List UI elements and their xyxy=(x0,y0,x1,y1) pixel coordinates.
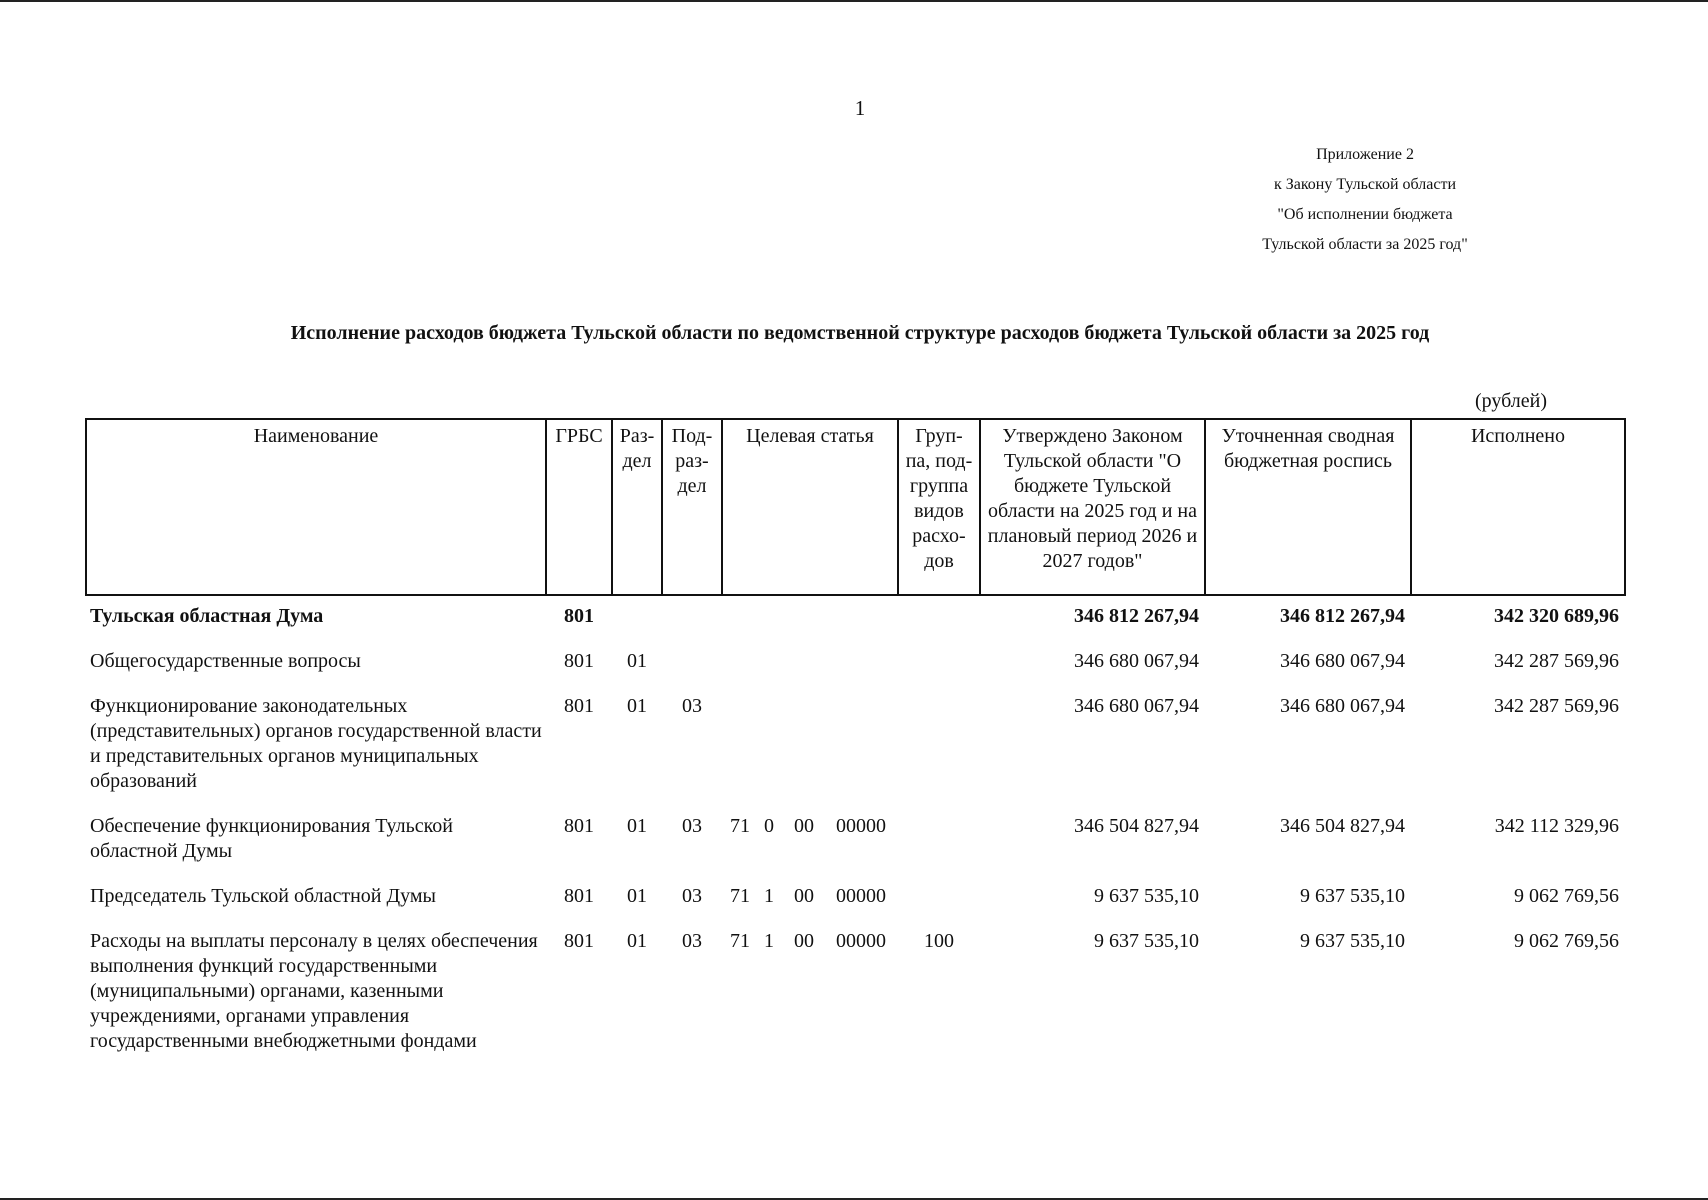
table-row xyxy=(86,639,1625,684)
row-target xyxy=(722,919,898,1064)
row-revised: 346 680 067,94 xyxy=(1280,695,1405,717)
header-group: Груп- па, под- группа видов расхо- дов xyxy=(898,419,980,595)
row-target xyxy=(722,684,898,804)
row-target xyxy=(722,639,898,684)
table-row xyxy=(86,595,1625,639)
header-section: Раз- дел xyxy=(612,419,662,595)
row-grbs: 801 xyxy=(564,815,594,837)
row-executed: 9 062 769,56 xyxy=(1514,885,1619,907)
row-group xyxy=(898,874,980,919)
row-target xyxy=(722,804,898,874)
row-group xyxy=(898,595,980,639)
row-executed: 342 112 329,96 xyxy=(1494,815,1619,837)
row-target xyxy=(722,595,898,639)
row-approved: 346 680 067,94 xyxy=(1074,695,1199,717)
row-section: 01 xyxy=(627,930,647,952)
target-direction: 00000 xyxy=(836,815,886,837)
row-approved: 346 504 827,94 xyxy=(1074,815,1199,837)
row-section xyxy=(612,595,662,639)
row-target xyxy=(722,874,898,919)
table-row xyxy=(86,684,1625,804)
row-revised: 9 637 535,10 xyxy=(1300,930,1405,952)
top-border-line xyxy=(0,0,1708,2)
target-event: 00 xyxy=(794,930,814,952)
table-row xyxy=(86,804,1625,874)
target-subprogram: 0 xyxy=(764,815,774,837)
row-section: 01 xyxy=(627,815,647,837)
target-event: 00 xyxy=(794,815,814,837)
row-grbs: 801 xyxy=(564,650,594,672)
row-approved: 346 680 067,94 xyxy=(1074,650,1199,672)
row-name: Обеспечение функционирования Тульской областной Думы xyxy=(90,815,453,862)
document-title: Исполнение расходов бюджета Тульской области по ведомственной структуре расходов бюджета Тульской области за 2025 год xyxy=(290,322,1430,344)
row-revised: 346 680 067,94 xyxy=(1280,650,1405,672)
budget-table xyxy=(85,418,1626,1064)
units-label: (рублей) xyxy=(1475,390,1548,412)
target-event: 00 xyxy=(794,885,814,907)
row-approved: 9 637 535,10 xyxy=(1094,885,1199,907)
row-section: 01 xyxy=(627,695,647,717)
row-revised: 346 504 827,94 xyxy=(1280,815,1405,837)
row-grbs: 801 xyxy=(564,885,594,907)
target-program: 71 xyxy=(730,930,750,952)
row-subsection xyxy=(662,595,722,639)
row-subsection xyxy=(662,639,722,684)
header-target: Целевая статья xyxy=(722,419,898,595)
row-subsection: 03 xyxy=(682,885,702,907)
appendix-line-3: "Об исполнении бюджета xyxy=(1277,206,1453,223)
header-revised: Уточненная сводная бюджетная роспись xyxy=(1205,419,1411,595)
appendix-note xyxy=(1200,140,1530,260)
row-revised: 9 637 535,10 xyxy=(1300,885,1405,907)
target-direction: 00000 xyxy=(836,930,886,952)
target-subprogram: 1 xyxy=(764,930,774,952)
row-grbs: 801 xyxy=(564,605,594,627)
row-section: 01 xyxy=(627,885,647,907)
row-executed: 342 320 689,96 xyxy=(1494,605,1619,627)
appendix-line-1: Приложение 2 xyxy=(1316,146,1414,163)
row-section: 01 xyxy=(627,650,647,672)
row-group xyxy=(898,804,980,874)
target-direction: 00000 xyxy=(836,885,886,907)
row-subsection: 03 xyxy=(682,815,702,837)
table-row xyxy=(86,874,1625,919)
header-grbs: ГРБС xyxy=(546,419,612,595)
row-group: 100 xyxy=(924,930,954,952)
target-program: 71 xyxy=(730,885,750,907)
row-executed: 342 287 569,96 xyxy=(1494,695,1619,717)
appendix-line-4: Тульской области за 2025 год" xyxy=(1262,236,1468,253)
header-name: Наименование xyxy=(86,419,546,595)
row-approved: 9 637 535,10 xyxy=(1094,930,1199,952)
page-number: 1 xyxy=(854,96,866,120)
row-name: Функционирование законодательных (представительных) органов государственной власти и представительных органов муниципальных образований xyxy=(90,695,542,792)
header-approved: Утверждено Законом Тульской области "О бюджете Тульской области на 2025 год и на плановый период 2026 и 2027 годов" xyxy=(980,419,1205,595)
target-subprogram: 1 xyxy=(764,885,774,907)
row-group xyxy=(898,639,980,684)
table-row xyxy=(86,919,1625,1064)
row-name: Тульская областная Дума xyxy=(90,605,324,627)
header-executed: Исполнено xyxy=(1411,419,1625,595)
row-grbs: 801 xyxy=(564,695,594,717)
row-executed: 342 287 569,96 xyxy=(1494,650,1619,672)
row-subsection: 03 xyxy=(682,695,702,717)
row-subsection: 03 xyxy=(682,930,702,952)
row-approved: 346 812 267,94 xyxy=(1074,605,1199,627)
row-name: Председатель Тульской областной Думы xyxy=(90,885,436,907)
row-group xyxy=(898,684,980,804)
row-name: Расходы на выплаты персоналу в целях обеспечения выполнения функций государственными (муниципальными) органами, казенными учреждениями, органами управления государственными внебюджетными фондами xyxy=(90,930,538,1052)
row-revised: 346 812 267,94 xyxy=(1280,605,1405,627)
row-executed: 9 062 769,56 xyxy=(1514,930,1619,952)
table-header-row xyxy=(86,419,1625,595)
header-subsection: Под- раз- дел xyxy=(662,419,722,595)
row-name: Общегосударственные вопросы xyxy=(90,650,361,672)
appendix-line-2: к Закону Тульской области xyxy=(1273,176,1457,193)
row-grbs: 801 xyxy=(564,930,594,952)
target-program: 71 xyxy=(730,815,750,837)
